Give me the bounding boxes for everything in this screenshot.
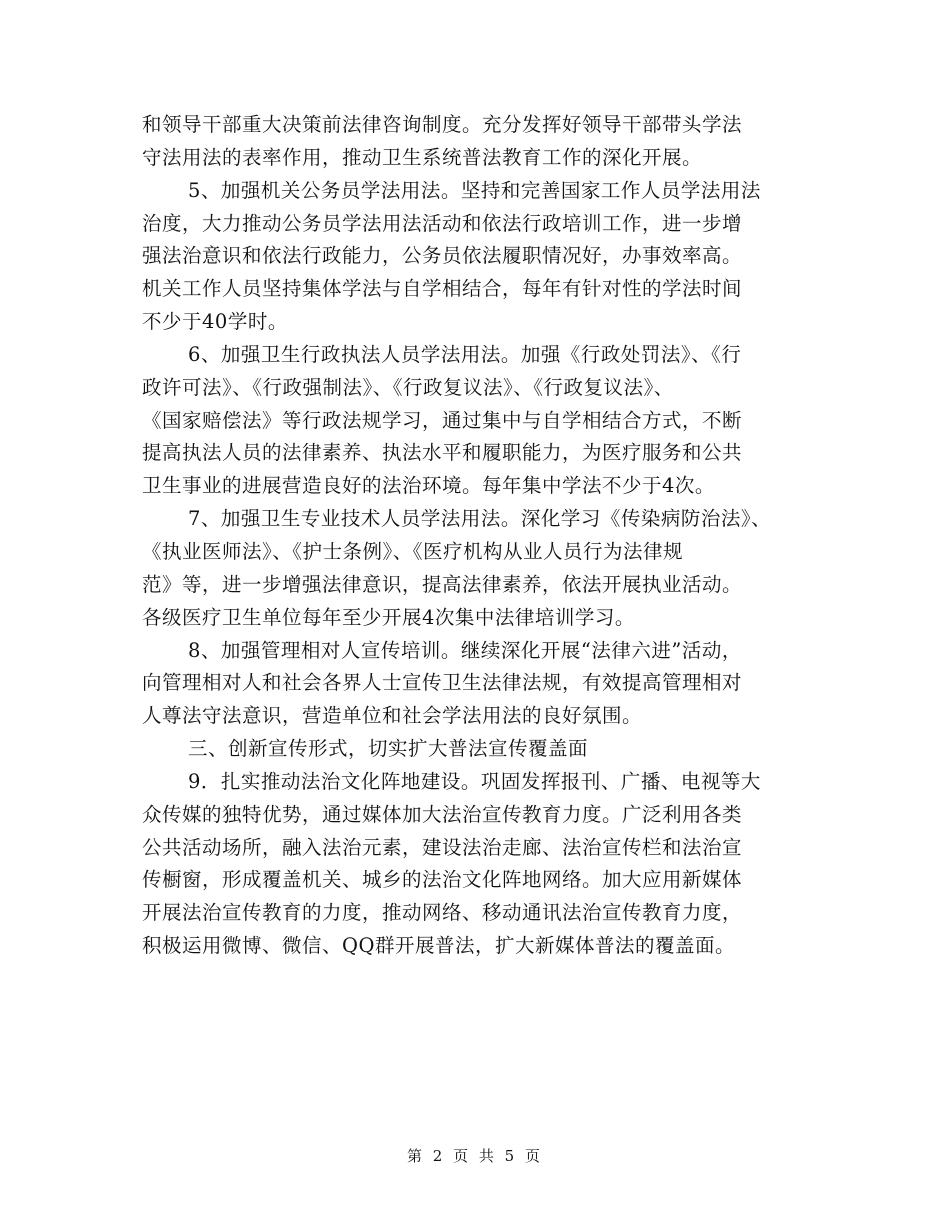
text-line: 和领导干部重大决策前法律咨询制度。充分发挥好领导干部带头学法 — [142, 113, 743, 136]
text-line: 开展法治宣传教育的力度，推动网络、移动通讯法治宣传教育力度， — [142, 901, 743, 925]
text-line: 向管理相对人和社会各界人士宣传卫生法律法规，有效提高管理相对 — [142, 671, 743, 695]
text-line: 传橱窗，形成覆盖机关、城乡的法治文化阵地网络。加大应用新媒体 — [142, 868, 743, 892]
text-line: 提高执法人员的法律素养、执法水平和履职能力，为医疗服务和公共 — [142, 441, 743, 465]
paragraph-start-line: 6、加强卫生行政执法人员学法用法。加强《行政处罚法》、《行 — [188, 342, 742, 366]
text-line: 不少于40学时。 — [142, 310, 288, 334]
body-text — [142, 109, 822, 963]
text-line: 公共活动场所，融入法治元素，建设法治走廊、法治宣传栏和法治宣 — [142, 835, 743, 859]
paragraph-start-line: 7、加强卫生专业技术人员学法用法。深化学习《传染病防治法》、 — [188, 507, 772, 531]
text-line: 《执业医师法》、《护士条例》、《医疗机构从业人员行为法律规 — [142, 539, 684, 563]
paragraph-start-line: 8、加强管理相对人宣传培训。继续深化开展“法律六进”活动， — [188, 638, 742, 662]
text-line: 积极运用微博、微信、QQ群开展普法，扩大新媒体普法的覆盖面。 — [142, 934, 735, 958]
text-line: 范》等，进一步增强法律意识，提高法律素养，依法开展执业活动。 — [142, 572, 743, 596]
section-heading: 三、创新宣传形式，切实扩大普法宣传覆盖面 — [188, 737, 589, 761]
text-line: 机关工作人员坚持集体学法与自学相结合，每年有针对性的学法时间 — [142, 277, 743, 301]
paragraph-start-line: 5、加强机关公务员学法用法。坚持和完善国家工作人员学法用法 — [188, 178, 761, 202]
text-line: 众传媒的独特优势，通过媒体加大法治宣传教育力度。广泛利用各类 — [142, 802, 743, 826]
text-line: 守法用法的表率作用，推动卫生系统普法教育工作的深化开展。 — [142, 145, 703, 169]
text-line: 人尊法守法意识，营造单位和社会学法用法的良好氛围。 — [142, 704, 643, 728]
text-line: 各级医疗卫生单位每年至少开展4次集中法律培训学习。 — [142, 605, 635, 629]
text-line: 治度，大力推动公务员学法用法活动和依法行政培训工作，进一步增 — [142, 211, 743, 235]
page-number-footer: 第 2 页 共 5 页 — [407, 1147, 543, 1165]
text-line: 政许可法》、《行政强制法》、《行政复议法》、《行政复议法》、 — [142, 375, 674, 399]
text-line: 卫生事业的进展营造良好的法治环境。每年集中学法不少于4次。 — [142, 474, 715, 498]
paragraph-start-line: 9．扎实推动法治文化阵地建设。巩固发挥报刊、广播、电视等大 — [188, 769, 761, 793]
text-line: 《国家赔偿法》等行政法规学习，通过集中与自学相结合方式，不断 — [142, 408, 743, 432]
text-line: 强法治意识和依法行政能力，公务员依法履职情况好，办事效率高。 — [142, 244, 743, 268]
